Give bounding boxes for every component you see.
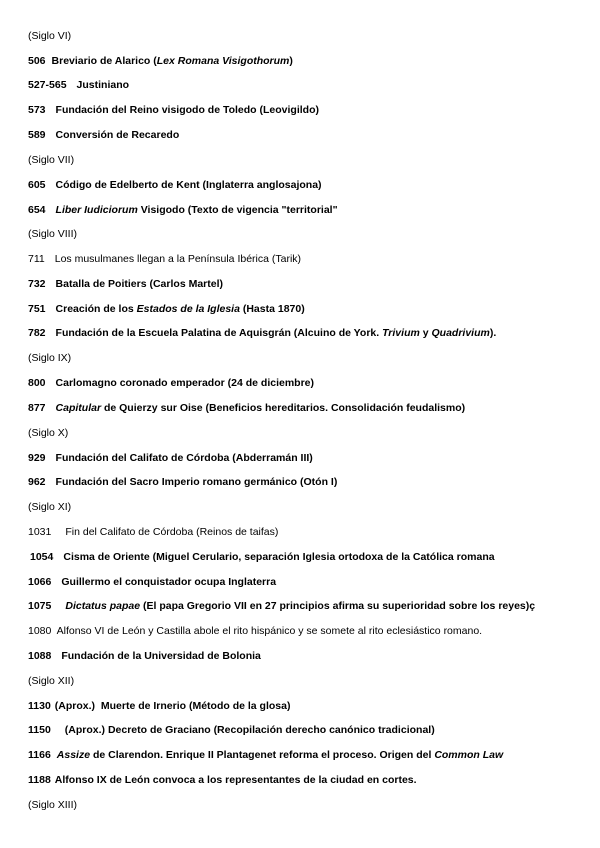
century-heading: (Siglo VII) [28, 154, 75, 166]
entry-year: 1166 [28, 749, 51, 761]
timeline-entry: 1088 Fundación de la Universidad de Bolonia [28, 650, 261, 662]
entry-year: 1066 [28, 576, 52, 588]
timeline-entry: 1054 Cisma de Oriente (Miguel Cerulario, separación Iglesia ortodoxa de la Católica romana [30, 551, 495, 563]
timeline-entry: 1188 Alfonso IX de León convoca a los representantes de la ciudad en cortes. [28, 774, 417, 786]
timeline-entry: 732 Batalla de Poitiers (Carlos Martel) [28, 278, 223, 290]
entry-year: 1075 [28, 600, 52, 612]
timeline-entry: 1031 Fin del Califato de Córdoba (Reinos de taifas) [28, 526, 279, 538]
entry-year: 751 [28, 303, 46, 315]
century-heading: (Siglo XI) [28, 501, 72, 513]
entry-year: 506 [28, 55, 46, 67]
century-heading: (Siglo VIII) [28, 228, 78, 240]
entry-year: 1188 [28, 774, 51, 786]
timeline-entry: 877 Capitular de Quierzy sur Oise (Beneficios hereditarios. Consolidación feudalismo) [28, 402, 466, 414]
timeline-entry: 506 Breviario de Alarico (Lex Romana Visigothorum) [28, 55, 293, 67]
entry-year: 732 [28, 278, 46, 290]
timeline-entry: 1080 Alfonso VI de León y Castilla abole el rito hispánico y se somete al rito eclesiástico romano. [28, 625, 483, 637]
entry-year: 1054 [30, 551, 54, 563]
timeline-entry: 1066 Guillermo el conquistador ocupa Inglaterra [28, 576, 277, 588]
timeline-entry: 527-565 Justiniano [28, 79, 130, 91]
timeline-entry: 782 Fundación de la Escuela Palatina de Aquisgrán (Alcuino de York. Trivium y Quadrivium). [28, 327, 497, 339]
entry-year: 929 [28, 452, 46, 464]
timeline-entry: 711 Los musulmanes llegan a la Península Ibérica (Tarik) [28, 253, 302, 265]
entry-year: 782 [28, 327, 46, 339]
timeline-entry: 929 Fundación del Califato de Córdoba (Abderramán III) [28, 452, 313, 464]
timeline-entry: 1075 Dictatus papae (El papa Gregorio VII en 27 principios afirma su superioridad sobre los reyes)ç [28, 600, 536, 612]
timeline-entry: 589 Conversión de Recaredo [28, 129, 180, 141]
timeline-entry: 962 Fundación del Sacro Imperio romano germánico (Otón I) [28, 476, 338, 488]
timeline-entry: 1166 Assize de Clarendon. Enrique II Plantagenet reforma el proceso. Origen del Common Law [28, 749, 504, 761]
entry-year: 605 [28, 179, 46, 191]
timeline-entry: 800 Carlomagno coronado emperador (24 de diciembre) [28, 377, 315, 389]
timeline-entry: 654 Liber Iudiciorum Visigodo (Texto de vigencia "territorial" [28, 204, 338, 216]
entry-year: 1130 [28, 700, 51, 712]
century-heading: (Siglo IX) [28, 352, 72, 364]
timeline-entry: 1130 (Aprox.) Muerte de Irnerio (Método de la glosa) [28, 700, 291, 712]
timeline-entry: 605 Código de Edelberto de Kent (Inglaterra anglosajona) [28, 179, 322, 191]
entry-year: 654 [28, 204, 46, 216]
century-heading: (Siglo X) [28, 427, 69, 439]
entry-year: 962 [28, 476, 46, 488]
century-heading: (Siglo XIII) [28, 799, 78, 811]
timeline-entry: 751 Creación de los Estados de la Iglesia (Hasta 1870) [28, 303, 305, 315]
entry-year: 1088 [28, 650, 52, 662]
century-heading: (Siglo XII) [28, 675, 75, 687]
century-heading: (Siglo VI) [28, 30, 72, 42]
entry-year: 877 [28, 402, 46, 414]
entry-year: 589 [28, 129, 46, 141]
timeline-entry: 1150 (Aprox.) Decreto de Graciano (Recopilación derecho canónico tradicional) [28, 724, 435, 736]
entry-year: 711 [28, 253, 45, 265]
entry-year: 800 [28, 377, 46, 389]
timeline-entry: 573 Fundación del Reino visigodo de Toledo (Leovigildo) [28, 104, 320, 116]
entry-year: 573 [28, 104, 46, 116]
entry-year: 527-565 [28, 79, 67, 91]
entry-year: 1150 [28, 724, 51, 736]
entry-year: 1031 [28, 526, 52, 538]
